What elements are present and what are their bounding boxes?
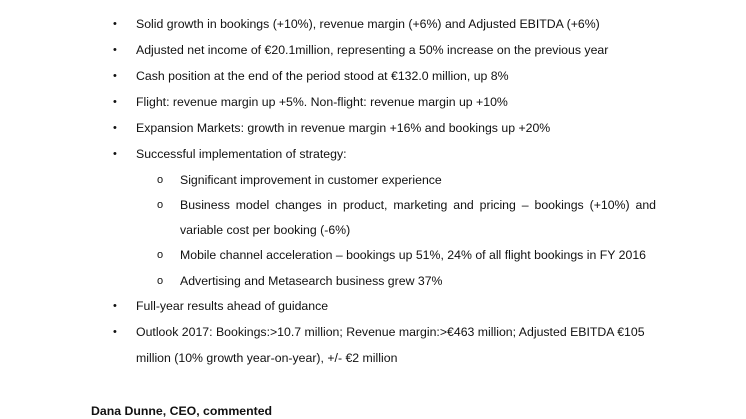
sub-bullet-item: Advertising and Metasearch business grew 37%: [180, 274, 443, 288]
sub-bullet-marker: o: [157, 174, 164, 186]
bullet-item: Successful implementation of strategy:: [136, 147, 347, 161]
sub-bullet-item-line1: Business model changes in product, marketing and pricing – bookings (+10%) and: [180, 198, 656, 212]
sub-bullet-item: Mobile channel acceleration – bookings up 51%, 24% of all flight bookings in FY 2016: [180, 248, 646, 262]
ceo-comment-heading: Dana Dunne, CEO, commented: [91, 404, 273, 418]
bullet-item: Adjusted net income of €20.1million, representing a 50% increase on the previous year: [136, 43, 609, 57]
bullet-item-line2: million (10% growth year-on-year), +/- €2 million: [136, 351, 398, 365]
sub-bullet-item-line2: variable cost per booking (-6%): [180, 223, 351, 237]
bullet-item-line1: Outlook 2017: Bookings:>10.7 million; Revenue margin:>€463 million; Adjusted EBITDA €105: [136, 325, 645, 339]
sub-bullet-marker: o: [157, 199, 164, 211]
bullet-item: Solid growth in bookings (+10%), revenue margin (+6%) and Adjusted EBITDA (+6%): [136, 17, 600, 31]
bullet-marker: •: [113, 326, 117, 338]
bullet-item: Cash position at the end of the period stood at €132.0 million, up 8%: [136, 69, 509, 83]
sub-bullet-marker: o: [157, 275, 164, 287]
bullet-marker: •: [113, 18, 117, 30]
bullet-marker: •: [113, 300, 117, 312]
bullet-item: Expansion Markets: growth in revenue margin +16% and bookings up +20%: [136, 121, 551, 135]
bullet-marker: •: [113, 70, 117, 82]
bullet-item: Full-year results ahead of guidance: [136, 299, 329, 313]
sub-bullet-marker: o: [157, 249, 164, 261]
bullet-marker: •: [113, 96, 117, 108]
bullet-marker: •: [113, 122, 117, 134]
bullet-marker: •: [113, 44, 117, 56]
sub-bullet-item: Significant improvement in customer experience: [180, 173, 442, 187]
bullet-item: Flight: revenue margin up +5%. Non-flight: revenue margin up +10%: [136, 95, 508, 109]
bullet-marker: •: [113, 148, 117, 160]
